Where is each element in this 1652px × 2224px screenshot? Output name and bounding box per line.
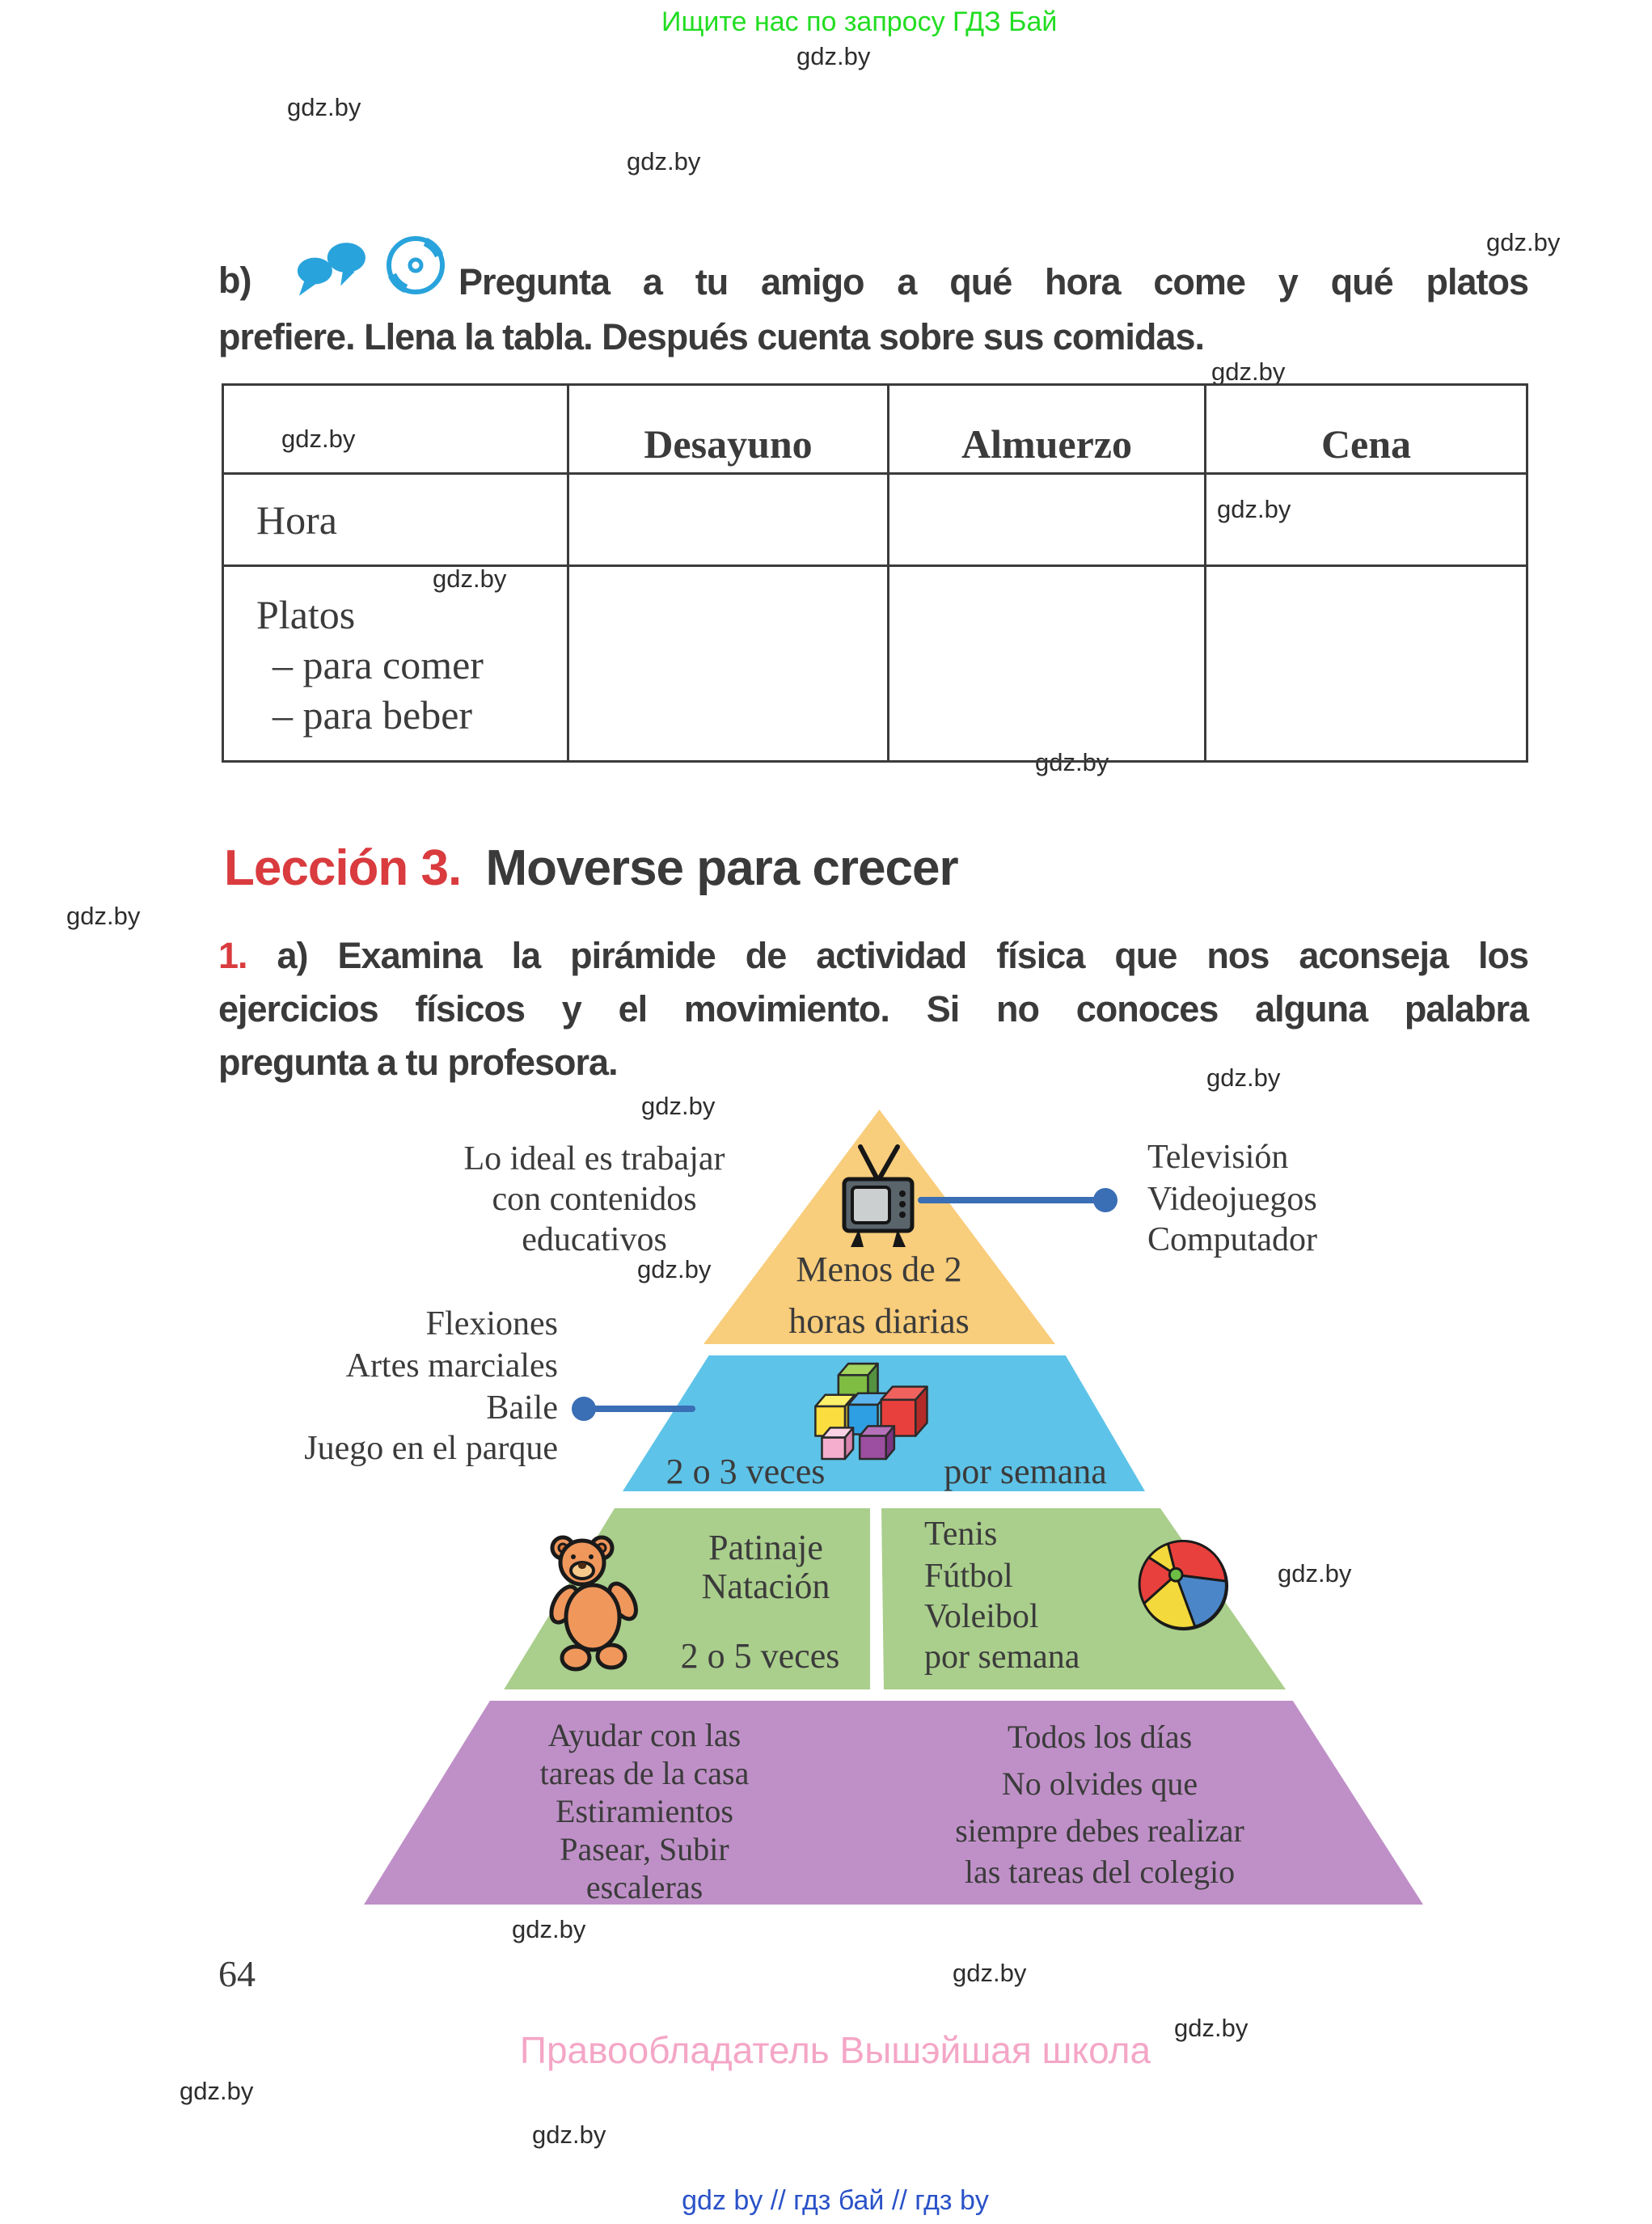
label-screens-line: Televisión [1147,1139,1289,1176]
watermark: gdz.by [627,147,701,175]
watermark: gdz.by [1035,748,1109,776]
level4-right-line: las tareas del colegio [964,1854,1236,1890]
exercise-b-label: b) [218,260,251,301]
level4-left-line: Ayudar con las [547,1717,741,1753]
level4-right-line: siempre debes realizar [955,1812,1244,1849]
label-screen-advice-line: con contenidos [492,1181,697,1218]
level1-text-line2: horas diarias [788,1301,970,1341]
watermark: gdz.by [1486,228,1561,256]
promo-line: Ищите нас по запросу ГДЗ Бай [661,6,1058,37]
watermark: gdz.by [1211,357,1286,386]
exercise-1-text: a) Examina la pirámide de actividad física que nos aconseja los [247,935,1528,976]
page-number: 64 [218,1953,256,1994]
teddy-bear-icon [540,1530,649,1674]
level3-left-line: Natación [701,1567,830,1606]
level3-right-line: Voleibol [924,1598,1039,1635]
connector-dot-baile [572,1397,596,1421]
watermark: gdz.by [953,1959,1027,1987]
lesson-title: Moverse para crecer [485,840,958,896]
table-cell-hora-desayuno [569,475,889,567]
platos-line: Platos [256,592,356,637]
watermark: gdz.by [433,564,507,593]
level2-right-text: por semana [944,1452,1107,1491]
watermark: gdz.by [1217,495,1291,523]
table-cell-hora-cena [1206,475,1526,567]
watermark: gdz.by [281,425,356,453]
toy-blocks-icon [813,1354,938,1461]
label-screen-advice-line: educativos [522,1221,667,1258]
level3-right-line: Tenis [924,1516,998,1553]
table-cell-platos-almuerzo [889,567,1206,760]
speech-bubbles-icon [293,238,377,302]
watermark: gdz.by [1206,1063,1281,1092]
watermark: gdz.by [637,1255,712,1283]
lesson-heading [224,839,958,897]
level4-left-line: Estiramientos [556,1793,733,1829]
watermark: gdz.by [1174,2014,1249,2042]
table-row-platos-label [224,567,569,760]
watermark: gdz.by [532,2120,606,2149]
label-activities-line: Artes marciales [345,1347,558,1385]
label-activities-line: Baile [486,1389,558,1427]
cd-icon [385,235,446,296]
exercise-b-line1: Pregunta a tu amigo a qué hora come y qué platos [458,261,1528,302]
level3-left-line: Patinaje [708,1528,823,1567]
connector-dot-tv [1093,1188,1118,1212]
level4-left-line: Pasear, Subir [560,1831,729,1867]
label-screens-line: Videojuegos [1147,1181,1317,1218]
watermark: gdz.by [287,93,361,121]
meals-table [222,383,1528,763]
level4-right-line: No olvides que [1001,1765,1198,1802]
watermark: gdz.by [512,1915,586,1943]
platos-line: – para comer [273,642,484,687]
footer-links: gdz by // гдз бай // гдз by [682,2185,989,2216]
level3-right-line: por semana [924,1638,1080,1676]
level2-left-text: 2 o 3 veces [665,1452,826,1491]
level3-left-line: 2 o 5 veces [680,1636,840,1676]
level4-right-line: Todos los días [1007,1719,1193,1755]
table-header-almuerzo: Almuerzo [889,386,1206,475]
level4-left-line: escaleras [585,1869,703,1905]
table-header-cena: Cena [1206,386,1526,475]
label-screens-line: Computador [1147,1221,1317,1258]
tv-icon [833,1139,923,1252]
table-cell-platos-desayuno [569,567,889,760]
connector-line-tv [918,1197,1105,1203]
copyright-line: Правообладатель Вышэйшая школа [519,2029,1151,2071]
level1-text-line1: Menos de 2 [796,1249,962,1289]
label-activities-line: Flexiones [425,1305,558,1342]
table-cell-hora-almuerzo [889,475,1206,567]
exercise-b-line2: prefiere. Llena la tabla. Después cuenta sobre sus comidas. [218,316,1204,357]
watermark: gdz.by [180,2077,254,2105]
watermark: gdz.by [796,42,871,70]
table-cell-platos-cena [1206,567,1526,760]
watermark: gdz.by [1278,1559,1352,1588]
table-header-desayuno: Desayuno [569,386,889,475]
table-corner-cell [224,386,569,475]
watermark: gdz.by [66,902,141,930]
level4-left-line: tareas de la casa [539,1755,750,1791]
level3-right-line: Fútbol [924,1558,1013,1595]
exercise-1-line1 [218,934,1528,978]
exercise-1-line2: ejercicios físicos y el movimiento. Si no conoces alguna palabra [218,988,1528,1030]
beach-ball-icon [1136,1538,1232,1634]
connector-line-baile [584,1406,695,1412]
label-activities-line: Juego en el parque [304,1430,558,1467]
label-screen-advice-line: Lo ideal es trabajar [463,1140,725,1178]
lesson-number: Lección 3. [224,840,462,896]
watermark: gdz.by [641,1092,716,1120]
platos-line: – para beber [273,692,473,738]
exercise-1-number: 1. [218,935,247,976]
table-row-hora-label: Hora [224,475,569,567]
exercise-1-line3: pregunta a tu profesora. [218,1042,618,1083]
